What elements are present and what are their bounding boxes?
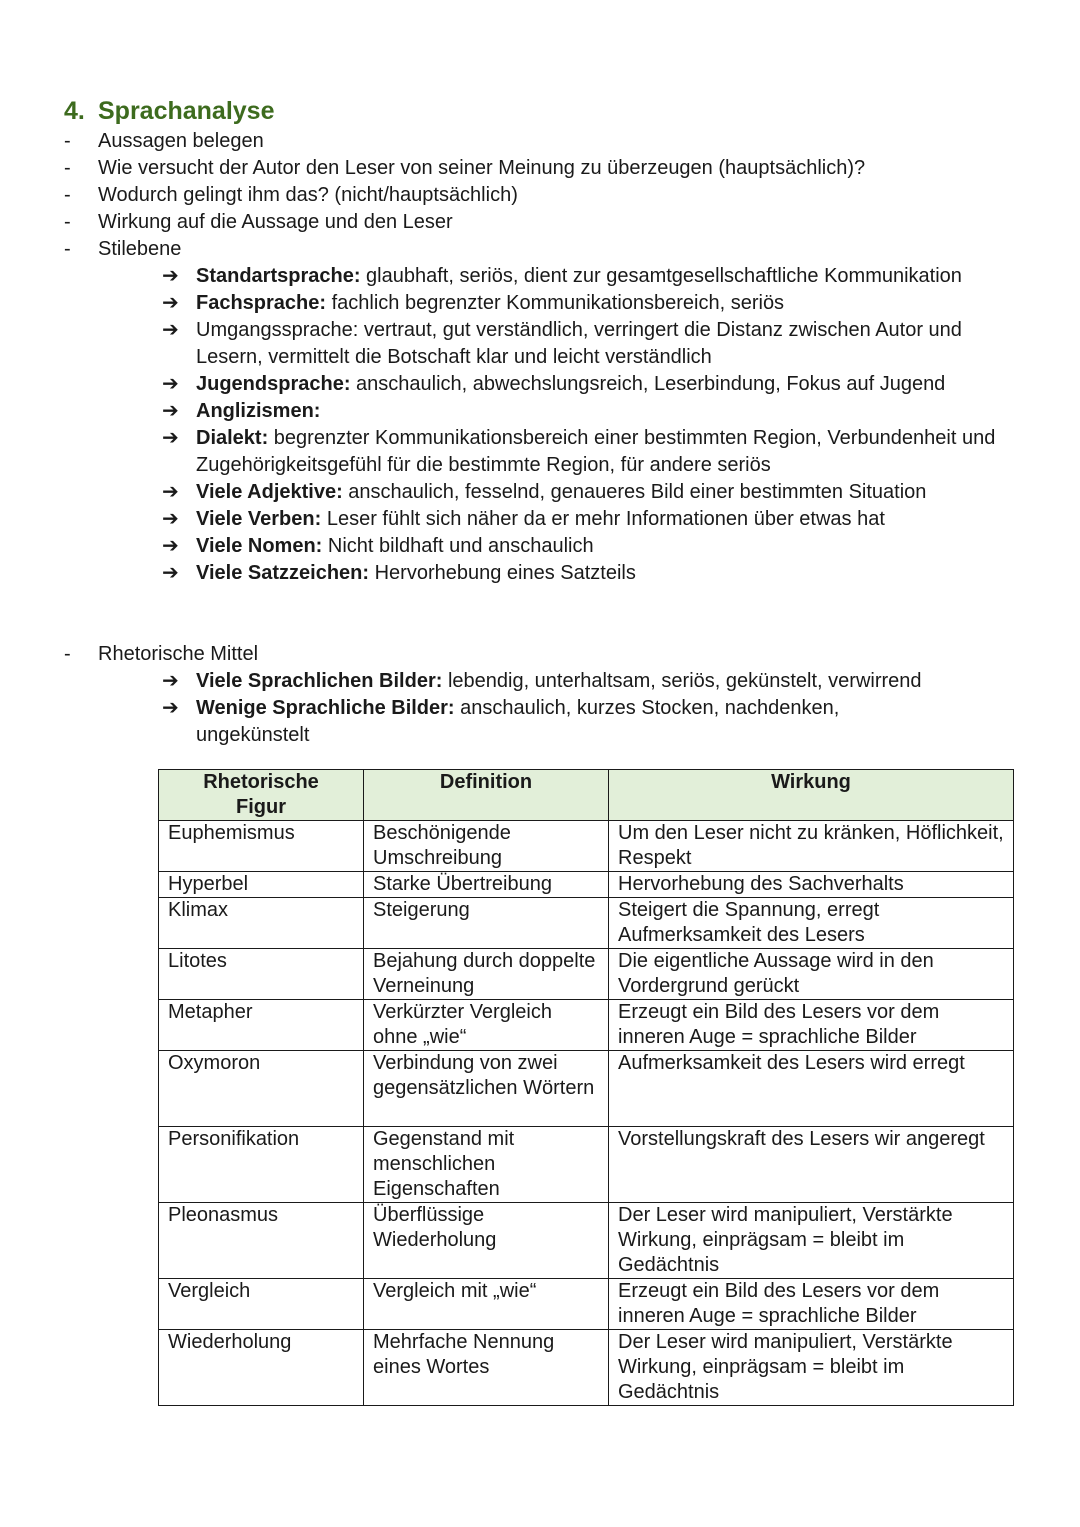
table-row <box>159 1279 1014 1330</box>
arrow-icon: ➔ <box>162 535 179 557</box>
list-item: ➔ Viele Verben: Leser fühlt sich näher da er mehr Informationen über etwas hat <box>162 506 1026 533</box>
cell-effect: Erzeugt ein Bild des Lesers vor dem inneren Auge = sprachliche Bilder <box>609 1000 1014 1051</box>
arrow-icon: ➔ <box>162 562 179 584</box>
list-item: ➔ Viele Satzzeichen: Hervorhebung eines Satzteils <box>162 560 1026 587</box>
cell-figure: Wiederholung <box>159 1330 364 1406</box>
list-item: ➔ Umgangssprache: vertraut, gut verständlich, verringert die Distanz zwischen Autor und Lesern, vermittelt die Botschaft klar und leicht verständlich <box>162 319 962 368</box>
arrow-icon: ➔ <box>162 427 179 449</box>
list-item: ➔ Viele Adjektive: anschaulich, fesselnd, genaueres Bild einer bestimmten Situation <box>162 479 1026 506</box>
cell-effect: Erzeugt ein Bild des Lesers vor dem inneren Auge = sprachliche Bilder <box>609 1279 1014 1330</box>
cell-definition: Verbindung von zwei gegensätzlichen Wörtern <box>364 1051 609 1127</box>
table-row <box>159 1000 1014 1051</box>
table-row <box>159 872 1014 898</box>
list-item: - Aussagen belegen <box>64 128 865 155</box>
rhetorik-label: - Rhetorische Mittel <box>64 641 258 668</box>
cell-figure: Klimax <box>159 898 364 949</box>
cell-effect: Der Leser wird manipuliert, Verstärkte Wirkung, einprägsam = bleibt im Gedächtnis <box>609 1203 1014 1279</box>
table-header-row <box>159 770 1014 821</box>
table-row <box>159 1330 1014 1406</box>
arrow-icon: ➔ <box>162 265 179 287</box>
cell-figure: Personifikation <box>159 1127 364 1203</box>
list-item: ➔ Viele Sprachlichen Bilder: lebendig, unterhaltsam, seriös, gekünstelt, verwirrend <box>162 668 1026 695</box>
cell-effect: Vorstellungskraft des Lesers wir angeregt <box>609 1127 1014 1203</box>
section-number: 4. <box>64 97 85 125</box>
section-title: Sprachanalyse <box>98 97 275 125</box>
list-item: ➔ Viele Nomen: Nicht bildhaft und anschaulich <box>162 533 1026 560</box>
cell-figure: Vergleich <box>159 1279 364 1330</box>
cell-definition: Verkürzter Vergleich ohne „wie“ <box>364 1000 609 1051</box>
list-item: - Wodurch gelingt ihm das? (nicht/hauptsächlich) <box>64 182 865 209</box>
main-points-list <box>64 128 865 263</box>
cell-figure: Oxymoron <box>159 1051 364 1127</box>
stilebene-list <box>162 263 1026 587</box>
cell-figure: Litotes <box>159 949 364 1000</box>
list-item: ➔ Wenige Sprachliche Bilder: anschaulich, kurzes Stocken, nachdenken, ungekünstelt <box>162 697 840 746</box>
cell-definition: Vergleich mit „wie“ <box>364 1279 609 1330</box>
cell-definition: Beschönigende Umschreibung <box>364 821 609 872</box>
cell-figure: Hyperbel <box>159 872 364 898</box>
cell-figure: Metapher <box>159 1000 364 1051</box>
arrow-icon: ➔ <box>162 508 179 530</box>
list-item: ➔ Jugendsprache: anschaulich, abwechslungsreich, Leserbindung, Fokus auf Jugend <box>162 371 1026 398</box>
table-row <box>159 1127 1014 1203</box>
arrow-icon: ➔ <box>162 670 179 692</box>
cell-effect: Aufmerksamkeit des Lesers wird erregt <box>609 1051 1014 1127</box>
table-row <box>159 1051 1014 1127</box>
rhetorical-figures-table <box>158 769 1014 1406</box>
cell-effect: Steigert die Spannung, erregt Aufmerksamkeit des Lesers <box>609 898 1014 949</box>
arrow-icon: ➔ <box>162 292 179 314</box>
list-item: - Stilebene <box>64 236 865 263</box>
list-item: ➔ Fachsprache: fachlich begrenzter Kommunikationsbereich, seriös <box>162 290 1026 317</box>
arrow-icon: ➔ <box>162 697 179 719</box>
cell-definition: Bejahung durch doppelte Verneinung <box>364 949 609 1000</box>
header-cell-definition: Definition <box>364 770 609 821</box>
cell-definition: Starke Übertreibung <box>364 872 609 898</box>
header-cell-figure: Rhetorische Figur <box>159 770 364 821</box>
list-item: - Wie versucht der Autor den Leser von seiner Meinung zu überzeugen (hauptsächlich)? <box>64 155 865 182</box>
cell-effect: Der Leser wird manipuliert, Verstärkte Wirkung, einprägsam = bleibt im Gedächtnis <box>609 1330 1014 1406</box>
list-item: ➔ Dialekt: begrenzter Kommunikationsbereich einer bestimmten Region, Verbundenheit und Zugehörigkeitsgefühl für die bestimmte Region, für andere seriös <box>162 427 996 476</box>
table-row <box>159 1203 1014 1279</box>
arrow-icon: ➔ <box>162 319 179 341</box>
list-item: ➔ Anglizismen: <box>162 398 1026 425</box>
list-item: - Wirkung auf die Aussage und den Leser <box>64 209 865 236</box>
list-item: ➔ Standartsprache: glaubhaft, seriös, dient zur gesamtgesellschaftliche Kommunikation <box>162 263 1026 290</box>
cell-effect: Hervorhebung des Sachverhalts <box>609 872 1014 898</box>
cell-definition: Überflüssige Wiederholung <box>364 1203 609 1279</box>
cell-definition: Gegenstand mit menschlichen Eigenschaften <box>364 1127 609 1203</box>
arrow-icon: ➔ <box>162 400 179 422</box>
header-cell-effect: Wirkung <box>609 770 1014 821</box>
rhetorik-list <box>162 668 1026 749</box>
cell-definition: Mehrfache Nennung eines Wortes <box>364 1330 609 1406</box>
arrow-icon: ➔ <box>162 481 179 503</box>
table-row <box>159 949 1014 1000</box>
cell-figure: Pleonasmus <box>159 1203 364 1279</box>
cell-effect: Die eigentliche Aussage wird in den Vordergrund gerückt <box>609 949 1014 1000</box>
section-heading <box>64 96 275 126</box>
cell-figure: Euphemismus <box>159 821 364 872</box>
table-row <box>159 821 1014 872</box>
cell-definition: Steigerung <box>364 898 609 949</box>
cell-effect: Um den Leser nicht zu kränken, Höflichkeit, Respekt <box>609 821 1014 872</box>
table-row <box>159 898 1014 949</box>
arrow-icon: ➔ <box>162 373 179 395</box>
